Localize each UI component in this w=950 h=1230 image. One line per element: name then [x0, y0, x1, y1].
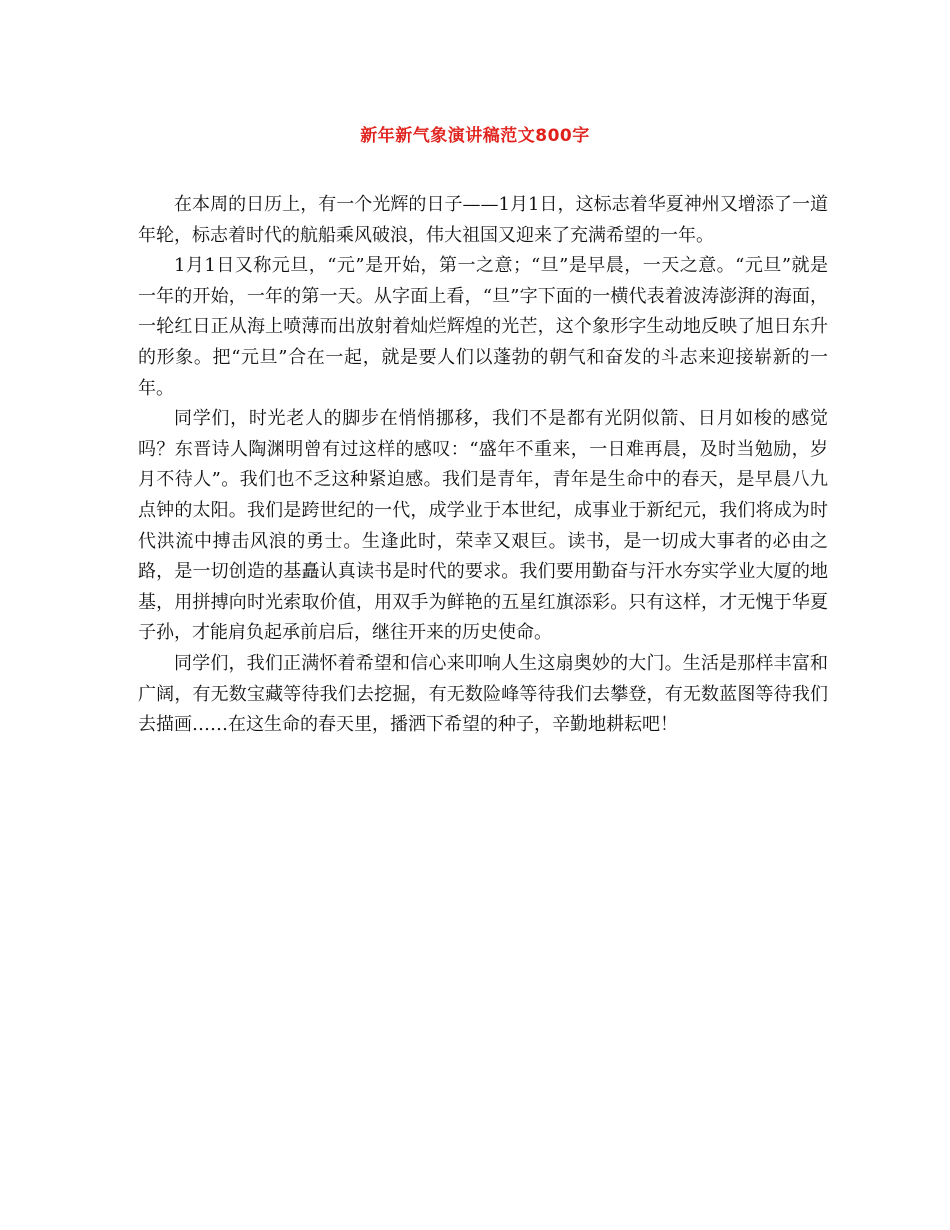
paragraph-1: 在本周的日历上，有一个光辉的日子——1月1日，这标志着华夏神州又增添了一道年轮，标志着时代的航船乘风破浪，伟大祖国又迎来了充满希望的一年。 [138, 194, 828, 246]
document-title: 新年新气象演讲稿范文800字 [360, 126, 590, 146]
paragraph-2: 1月1日又称元旦，“元”是开始，第一之意；“旦”是早晨，一天之意。“元旦”就是一年的开始，一年的第一天。从字面上看，“旦”字下面的一横代表着波涛澎湃的海面，一轮红日正从海上喷薄而出放射着灿烂辉煌的光芒，这个象形字生动地反映了旭日东升的形象。把“元旦”合在一起，就是要人们以蓬勃的朝气和奋发的斗志来迎接崭新的一年。 [138, 255, 828, 399]
document-body [138, 190, 828, 741]
paragraph-4: 同学们，我们正满怀着希望和信心来叩响人生这扇奥妙的大门。生活是那样丰富和广阔，有无数宝藏等待我们去挖掘，有无数险峰等待我们去攀登，有无数蓝图等待我们去描画……在这生命的春天里，播洒下希望的种子，辛勤地耕耘吧！ [138, 652, 828, 736]
paragraph-3: 同学们，时光老人的脚步在悄悄挪移，我们不是都有光阴似箭、日月如梭的感觉吗？东晋诗人陶渊明曾有过这样的感叹：“盛年不重来，一日难再晨，及时当勉励，岁月不待人”。我们也不乏这种紧迫感。我们是青年，青年是生命中的春天，是早晨八九点钟的太阳。我们是跨世纪的一代，成学业于本世纪，成事业于新纪元，我们将成为时代洪流中搏击风浪的勇士。生逢此时，荣幸又艰巨。读书，是一切成大事者的必由之路，是一切创造的基矗认真读书是时代的要求。我们要用勤奋与汗水夯实学业大厦的地基，用拼搏向时光索取价值，用双手为鲜艳的五星红旗添彩。只有这样，才无愧于华夏子孙，才能肩负起承前启后，继往开来的历史使命。 [138, 408, 828, 644]
